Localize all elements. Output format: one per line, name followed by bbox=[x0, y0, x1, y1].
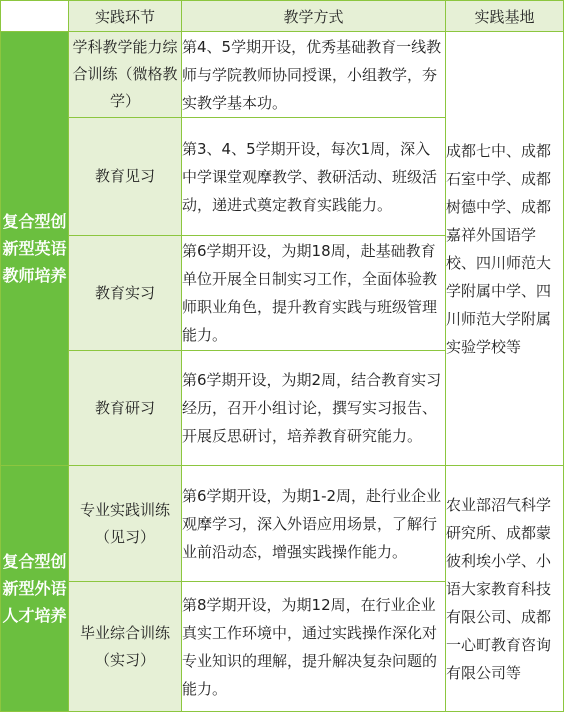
header-method: 教学方式 bbox=[182, 1, 446, 32]
stage-cell: 教育见习 bbox=[69, 118, 182, 236]
table-row bbox=[1, 466, 564, 582]
header-stage: 实践环节 bbox=[69, 1, 182, 32]
method-cell: 第4、5学期开设，优秀基础教育一线教师与学院教师协同授课，小组教学，夯实教学基本功。 bbox=[182, 32, 446, 118]
header-base: 实践基地 bbox=[446, 1, 564, 32]
method-cell: 第8学期开设，为期12周，在行业企业真实工作环境中，通过实践操作深化对专业知识的理解，提升解决复杂问题的能力。 bbox=[182, 582, 446, 712]
stage-cell: 教育实习 bbox=[69, 236, 182, 351]
header-row bbox=[1, 1, 564, 32]
table-row bbox=[1, 32, 564, 118]
stage-cell: 教育研习 bbox=[69, 351, 182, 466]
stage-cell: 毕业综合训练（实习） bbox=[69, 582, 182, 712]
category-foreign-language-talent: 复合型创新型外语人才培养 bbox=[1, 466, 69, 712]
method-cell: 第6学期开设，为期2周，结合教育实习经历，召开小组讨论，撰写实习报告、开展反思研讨，培养教育研究能力。 bbox=[182, 351, 446, 466]
method-cell: 第6学期开设，为期18周，赴基础教育单位开展全日制实习工作，全面体验教师职业角色，提升教育实践与班级管理能力。 bbox=[182, 236, 446, 351]
base-cell-english-teacher: 成都七中、成都石室中学、成都树德中学、成都嘉祥外国语学校、四川师范大学附属中学、四川师范大学附属实验学校等 bbox=[446, 32, 564, 466]
method-cell: 第6学期开设，为期1-2周，赴行业企业观摩学习，深入外语应用场景，了解行业前沿动态，增强实践操作能力。 bbox=[182, 466, 446, 582]
stage-cell: 专业实践训练（见习） bbox=[69, 466, 182, 582]
corner-cell bbox=[1, 1, 69, 32]
stage-cell: 学科教学能力综合训练（微格教学） bbox=[69, 32, 182, 118]
category-english-teacher: 复合型创新型英语教师培养 bbox=[1, 32, 69, 466]
method-cell: 第3、4、5学期开设，每次1周，深入中学课堂观摩教学、教研活动、班级活动，递进式奠定教育实践能力。 bbox=[182, 118, 446, 236]
base-cell-foreign-language-talent: 农业部沼气科学研究所、成都蒙彼利埃小学、小语大家教育科技有限公司、成都一心町教育咨询有限公司等 bbox=[446, 466, 564, 712]
